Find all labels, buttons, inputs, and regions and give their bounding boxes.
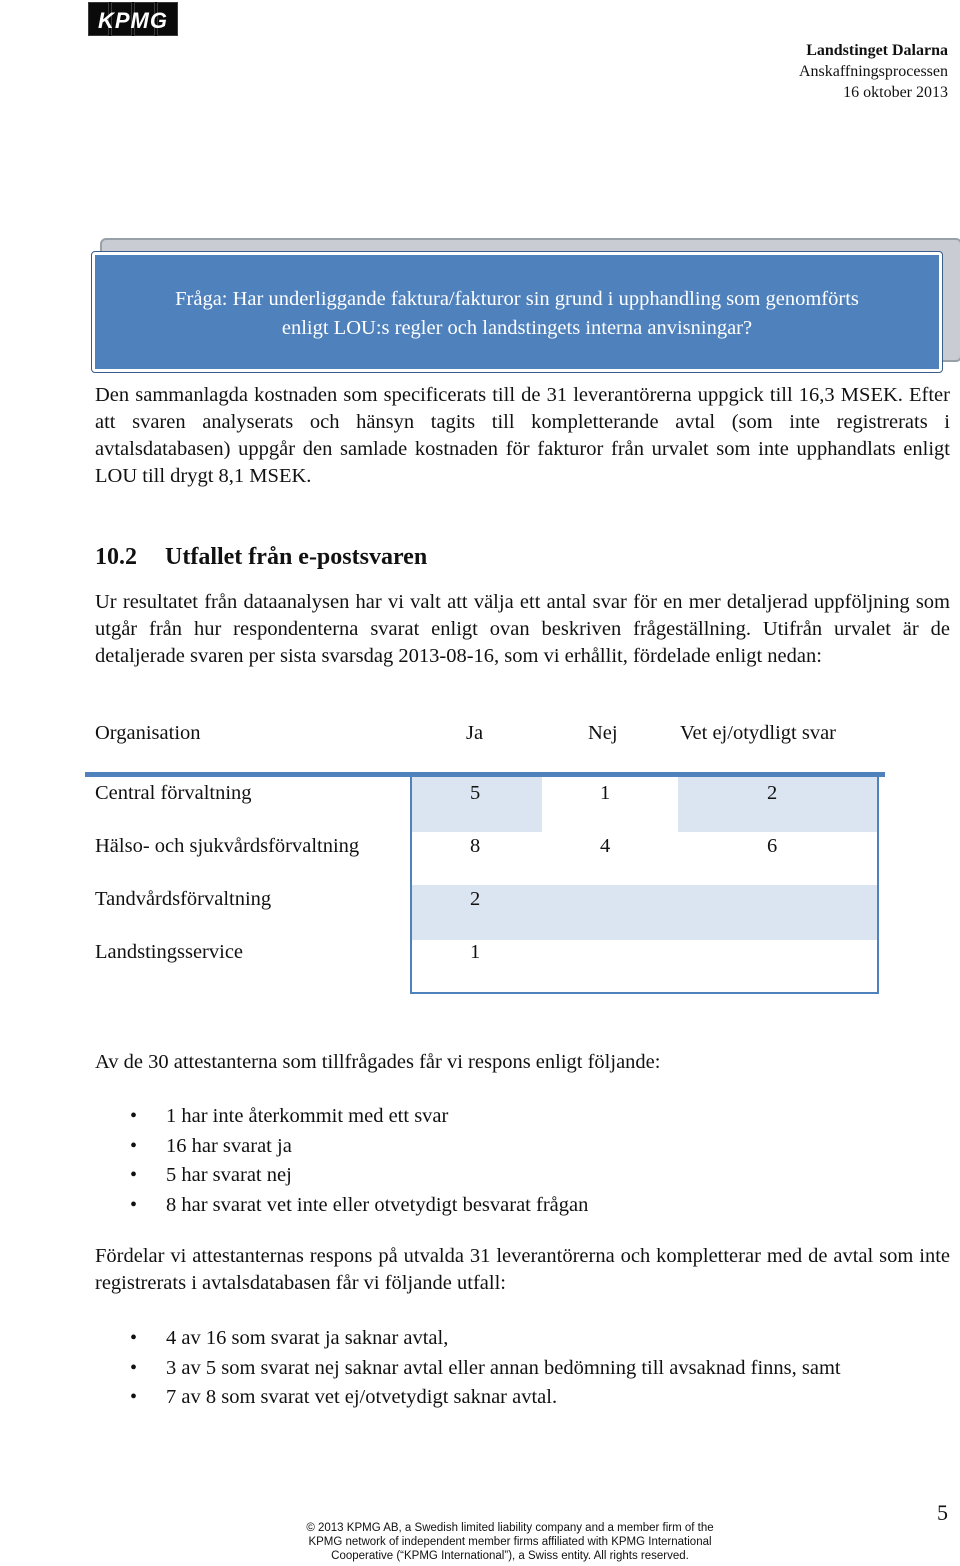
page-number: 5 — [937, 1500, 948, 1525]
cell-shade — [412, 885, 878, 940]
header-org: Landstinget Dalarna — [806, 42, 948, 59]
row-nej: 4 — [600, 835, 611, 857]
table-header-organisation: Organisation — [95, 722, 201, 744]
paragraph-followup: Ur resultatet från dataanalysen har vi valt att välja ett antal svar för en mer detaljerad uppföljning som utgår från hur respondenterna svarat enligt ovan beskriven frågeställning. Utifrån urvalet är de detaljerade svaren per sista svarsdag 2013-08-16, som vi erhållit, fördelade enligt nedan: — [95, 591, 950, 667]
footer-line-1: © 2013 KPMG AB, a Swedish limited liability company and a member firm of the — [306, 1522, 714, 1534]
bullet-list-outcome — [130, 1324, 841, 1413]
row-ja: 8 — [470, 835, 481, 857]
list-item: • 8 har svarat vet inte eller otvetydigt besvarat frågan — [130, 1191, 588, 1221]
header-date: 16 oktober 2013 — [843, 84, 948, 101]
page-header — [799, 40, 948, 103]
question-line-1: Fråga: Har underliggande faktura/fakturor sin grund i upphandling som genomförts — [175, 288, 859, 310]
row-ja: 2 — [470, 888, 481, 910]
footer-line-3: Cooperative (“KPMG International”), a Swiss entity. All rights reserved. — [331, 1550, 689, 1562]
paragraph-distribution: Fördelar vi attestanternas respons på utvalda 31 leverantörerna och kompletterar med de avtal som inte registrerats i avtalsdatabasen får vi följande utfall: — [95, 1245, 950, 1294]
paragraph-cost-summary: Den sammanlagda kostnaden som specificerats till de 31 leverantörerna uppgick till 16,3 MSEK. Efter att svaren analyserats och hänsyn tagits till kompletterande avtal (som inte registrerats i avtalsdatabasen) uppgår den samlade kostnaden för fakturor från urvalet som inte upphandlats enligt LOU till drygt 8,1 MSEK. — [95, 384, 950, 487]
section-title: Utfallet från e-postsvaren — [165, 544, 428, 570]
list-item: • 7 av 8 som svarat vet ej/otvetydigt saknar avtal. — [130, 1383, 841, 1413]
list-item: • 4 av 16 som svarat ja saknar avtal, — [130, 1324, 841, 1354]
footer-line-2: KPMG network of independent member firms affiliated with KPMG International — [308, 1536, 712, 1548]
section-number: 10.2 — [95, 544, 137, 570]
table-header-ja: Ja — [466, 722, 484, 744]
row-org: Central förvaltning — [95, 782, 252, 804]
row-org: Hälso- och sjukvårdsförvaltning — [95, 835, 360, 857]
row-ja: 1 — [470, 941, 481, 963]
row-org: Landstingsservice — [95, 941, 244, 963]
row-org: Tandvårdsförvaltning — [95, 888, 272, 910]
logo-text: KPMG — [98, 8, 168, 33]
row-vet: 6 — [767, 835, 778, 857]
paragraph-attestants: Av de 30 attestanterna som tillfrågades får vi respons enligt följande: — [95, 1051, 661, 1073]
table-border-bottom — [410, 992, 879, 994]
list-item: • 5 har svarat nej — [130, 1161, 588, 1191]
header-subtitle: Anskaffningsprocessen — [798, 63, 948, 80]
question-text — [92, 285, 942, 343]
footer — [260, 1521, 760, 1563]
list-item: • 3 av 5 som svarat nej saknar avtal eller annan bedömning till avsaknad finns, samt — [130, 1354, 841, 1384]
row-ja: 5 — [470, 782, 481, 804]
section-heading — [95, 544, 427, 571]
table-border-right — [877, 777, 879, 994]
list-item: • 1 har inte återkommit med ett svar — [130, 1102, 588, 1132]
table-border-left — [410, 777, 412, 994]
list-item: • 16 har svarat ja — [130, 1132, 588, 1162]
cell-shade — [678, 777, 878, 832]
question-line-2: enligt LOU:s regler och landstingets interna anvisningar? — [281, 317, 753, 339]
table-header-vet: Vet ej/otydligt svar — [680, 722, 837, 744]
bullet-list-responses — [130, 1102, 588, 1220]
row-nej: 1 — [600, 782, 611, 804]
kpmg-logo — [88, 2, 178, 36]
row-vet: 2 — [767, 782, 778, 804]
table-header-nej: Nej — [588, 722, 618, 744]
